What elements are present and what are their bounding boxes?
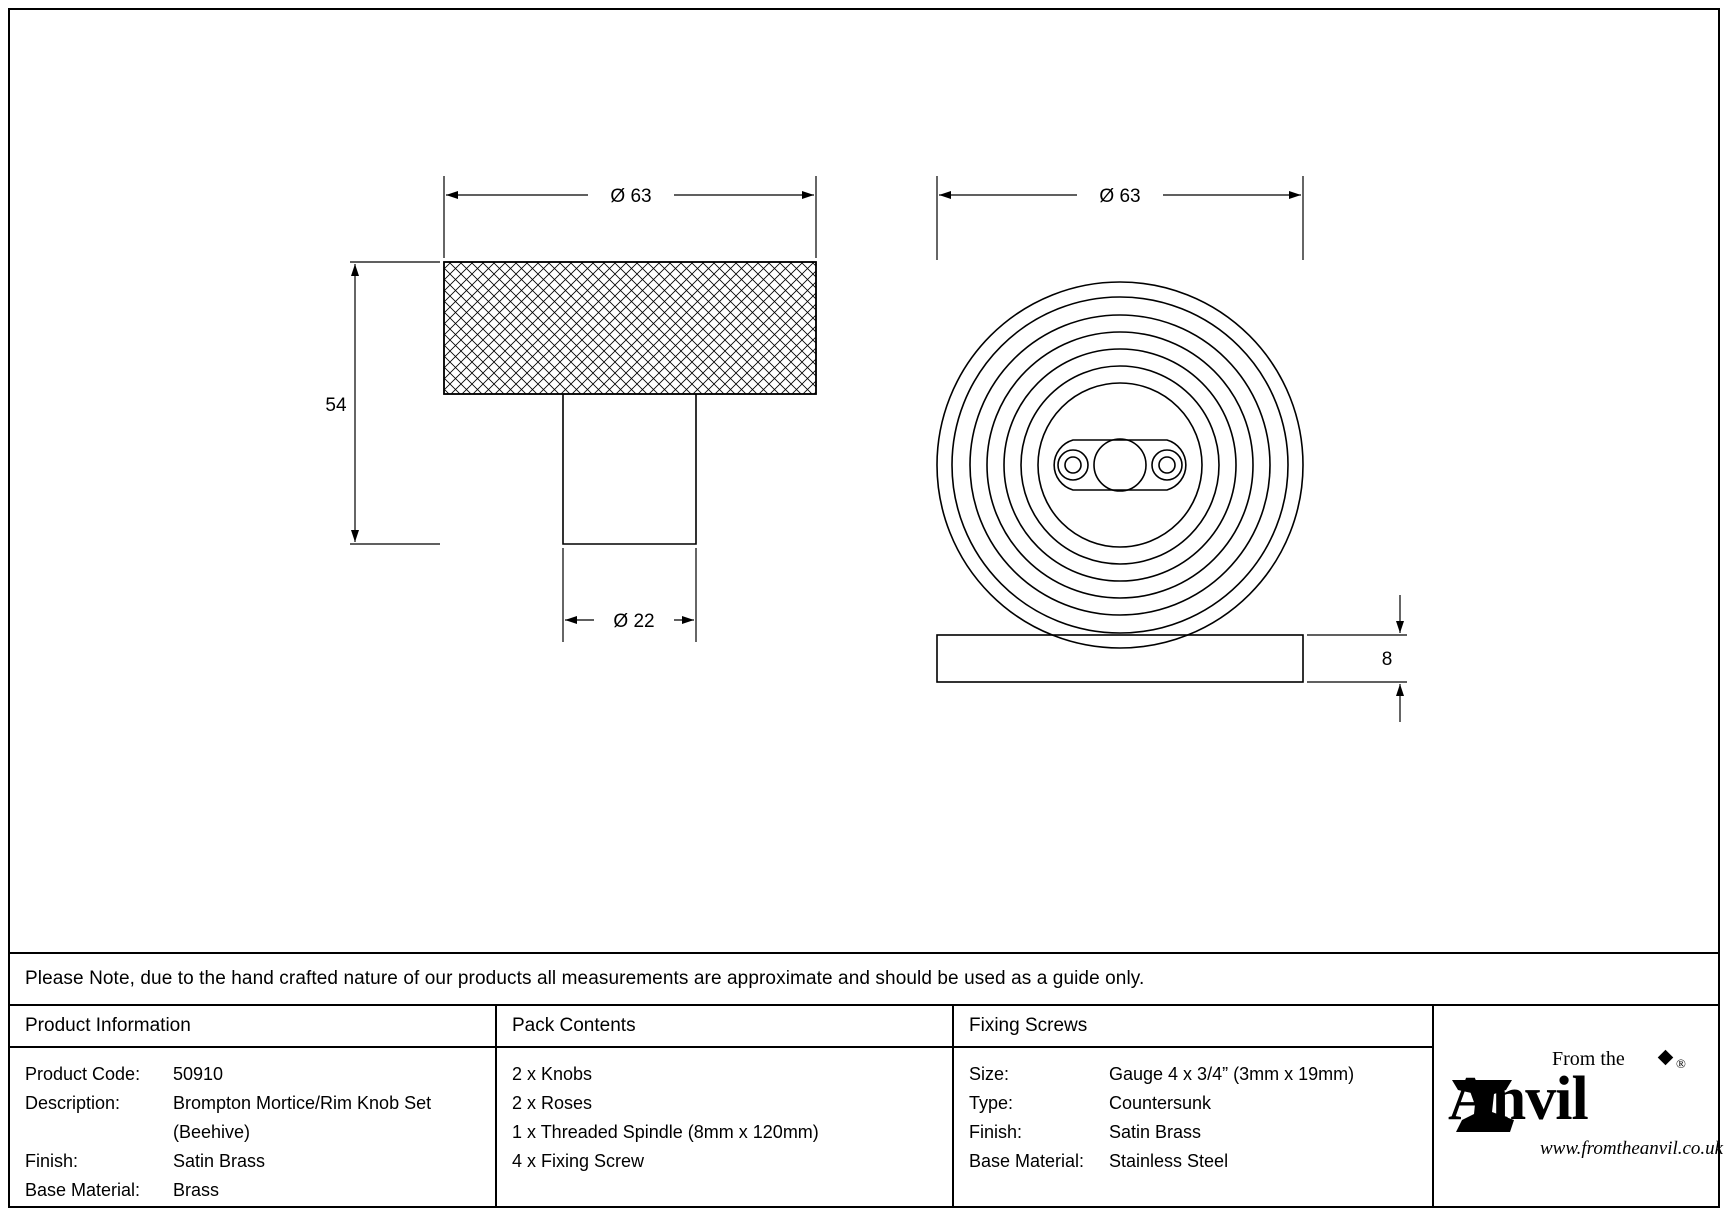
information-table <box>10 1004 1724 1208</box>
logo-from-the-text: From the <box>1552 1048 1625 1070</box>
base-material-value: Brass <box>173 1180 220 1200</box>
pack-contents-item: 4 x Fixing Screw <box>512 1151 645 1171</box>
product-information-heading: Product Information <box>10 1006 495 1048</box>
screw-finish-label: Finish: <box>969 1122 1023 1142</box>
screw-finish-row <box>969 1118 1432 1147</box>
screw-type-value: Countersunk <box>1109 1093 1212 1113</box>
pack-contents-item: 1 x Threaded Spindle (8mm x 120mm) <box>512 1122 819 1142</box>
fixing-screws-body <box>954 1048 1432 1176</box>
finish-label: Finish: <box>25 1151 79 1171</box>
description-row <box>25 1089 495 1118</box>
brand-logo-column <box>1434 1006 1724 1208</box>
dim-knob-height: 54 <box>325 395 347 416</box>
registered-trademark-icon: ® <box>1676 1056 1686 1071</box>
finish-value: Satin Brass <box>173 1151 266 1171</box>
drawing-area <box>10 10 1720 950</box>
screw-size-value: Gauge 4 x 3/4” (3mm x 19mm) <box>1109 1064 1355 1084</box>
screw-finish-value: Satin Brass <box>1109 1122 1202 1142</box>
note-row <box>10 952 1718 1004</box>
description-label: Description: <box>25 1093 121 1113</box>
logo-website-url: www.fromtheanvil.co.uk <box>1540 1138 1724 1159</box>
product-information-column <box>10 1006 497 1208</box>
product-code-row <box>25 1060 495 1089</box>
screw-base-material-row <box>969 1147 1432 1176</box>
dim-rose-thickness: 8 <box>1381 649 1393 670</box>
screw-size-row <box>969 1060 1432 1089</box>
dim-spindle-diameter: Ø 22 <box>613 611 655 632</box>
description-value: Brompton Mortice/Rim Knob Set <box>173 1093 432 1113</box>
screw-base-material-label: Base Material: <box>969 1151 1085 1171</box>
dim-rose-diameter: Ø 63 <box>1099 186 1141 207</box>
screw-base-material-value: Stainless Steel <box>1109 1151 1229 1171</box>
from-the-anvil-logo <box>1448 1034 1724 1184</box>
base-material-row <box>25 1176 495 1205</box>
dim-knob-diameter: Ø 63 <box>610 186 652 207</box>
pack-contents-body <box>497 1048 952 1176</box>
product-drawing <box>10 10 1720 950</box>
product-code-label: Product Code: <box>25 1064 141 1084</box>
approximate-measurements-note: Please Note, due to the hand crafted nature of our products all measurements are approximate and should be used as a guide only. <box>25 968 1145 989</box>
description-value-continued: (Beehive) <box>173 1122 251 1142</box>
fixing-screws-heading: Fixing Screws <box>954 1006 1432 1048</box>
base-material-label: Base Material: <box>25 1180 141 1200</box>
pack-contents-column <box>497 1006 954 1208</box>
logo-anvil-text: Anvil <box>1448 1065 1588 1133</box>
pack-contents-item: 2 x Roses <box>512 1093 593 1113</box>
screw-size-label: Size: <box>969 1064 1010 1084</box>
product-code-value: 50910 <box>173 1064 224 1084</box>
pack-contents-heading: Pack Contents <box>497 1006 952 1048</box>
fixing-screws-column <box>954 1006 1434 1208</box>
pack-contents-item: 2 x Knobs <box>512 1064 593 1084</box>
finish-row <box>25 1147 495 1176</box>
screw-type-row <box>969 1089 1432 1118</box>
screw-type-label: Type: <box>969 1093 1014 1113</box>
product-information-body <box>10 1048 495 1205</box>
